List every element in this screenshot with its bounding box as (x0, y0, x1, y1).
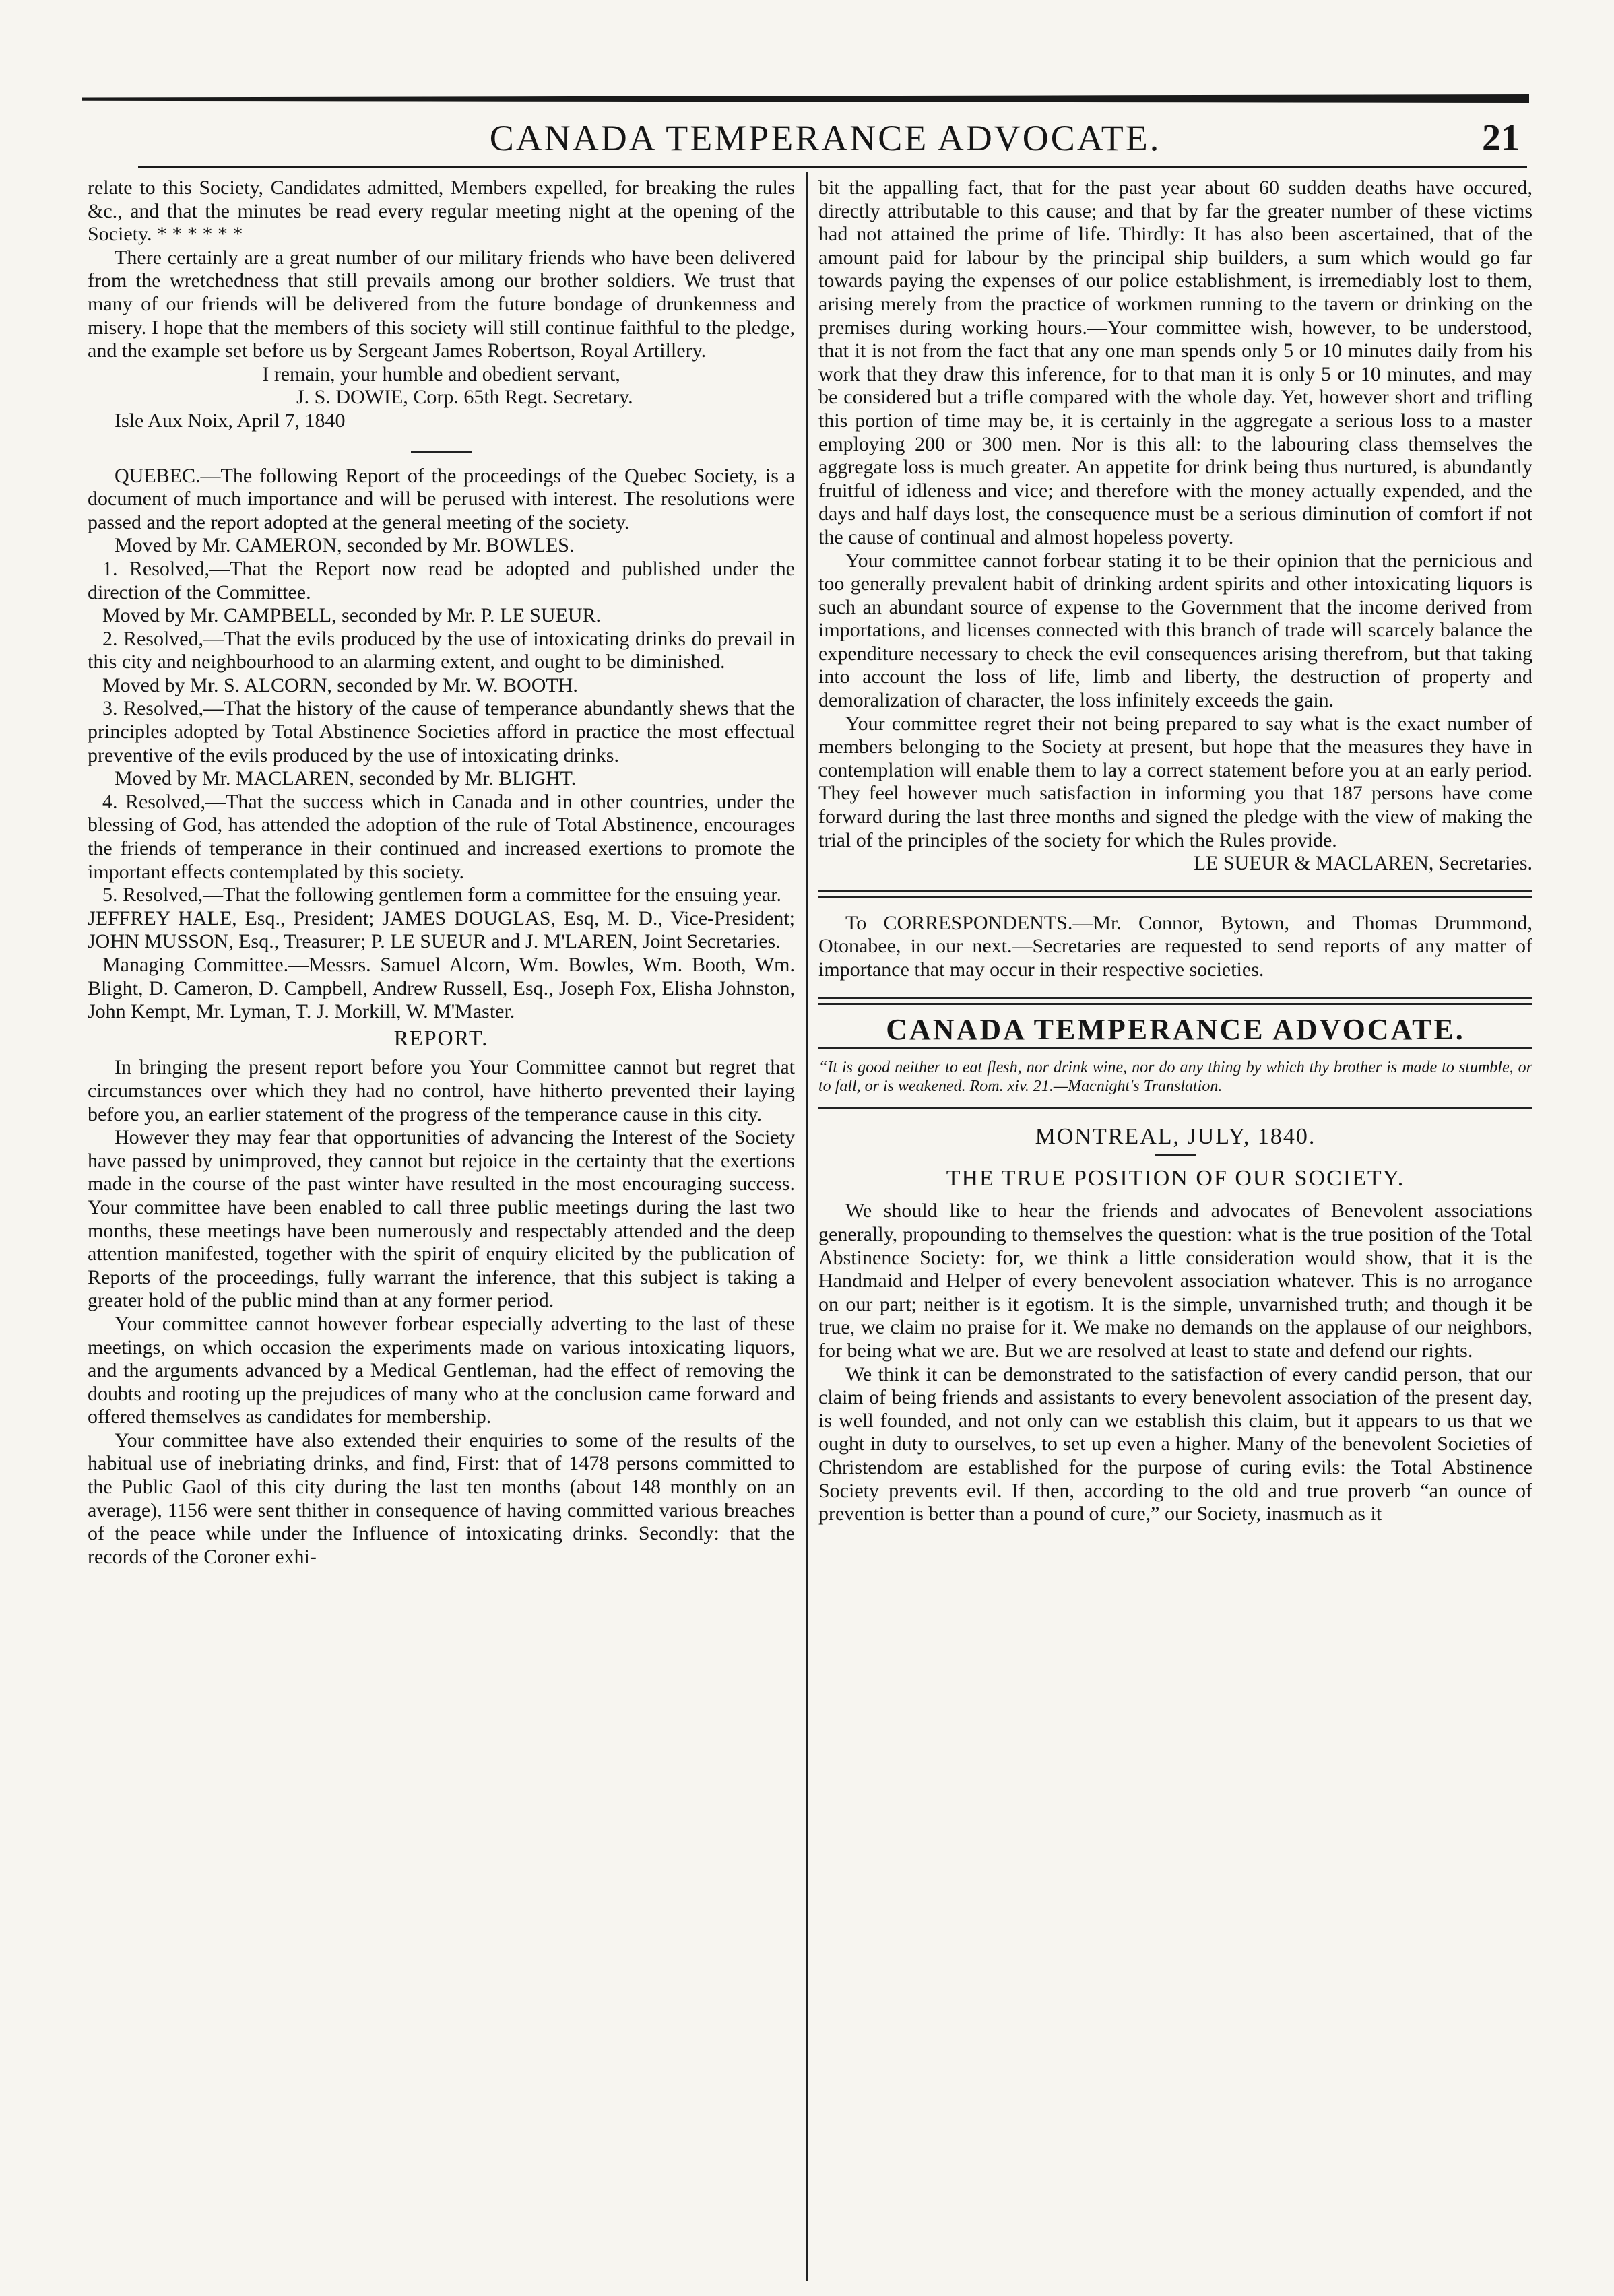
letter-paragraph: There certainly are a great number of our military friends who have been delivered from the wretchedness that still prevails among our brother soldiers. We trust that many of our friends will be delivered from the future bondage of drunkenness and misery. I hope that the members of this society will still continue faithful to the pledge, and the example set before us by Sergeant James Robertson, Royal Artillery. (88, 246, 795, 362)
report-paragraph: bit the appalling fact, that for the past year about 60 sudden deaths have occured, directly attributable to this cause; and that by far the greater number of these victims had not attained the prime of life. Thirdly: It has also been ascertained, that of the amount paid for labour by the principal ship builders, a sum which would go far towards paying the expenses of our police establishment, is irremediably lost to them, arising merely from the practice of workmen running to the tavern or drinking on the premises during working hours.—Your committee wish, however, to be understood, that it is not from the fact that any one man spends only 5 or 10 minutes daily from his work that they draw this inference, for to that man it is only 5 or 10 minutes, and may be considered but a trifle compared with the whole day. Yet, however short and trifling this portion of time may be, it is certainly in the aggregate a serious loss to a master employing 200 or 300 men. Nor is this all: to the labouring class themselves the aggregate loss is much greater. An appetite for drink being thus nurtured, is abundantly fruitful of idleness and vice; and therefore with the money actually expended, and the days and half days lost, the consequence must be a serious diminution of comfort if not the cause of continual and almost hopeless poverty. (818, 176, 1532, 548)
managing-committee: Managing Committee.—Messrs. Samuel Alcorn, Wm. Bowles, Wm. Booth, Wm. Blight, D. Cameron, D. Campbell, Andrew Russell, Esq., Joseph Fox, Elisha Johnston, John Kempt, Mr. Lyman, T. J. Morkill, W. M'Master. (88, 954, 795, 1023)
report-paragraph: Your committee regret their not being prepared to say what is the exact number of members belonging to the Society at present, but hope that the measures they have in contemplation will enable them to lay a correct statement before you at an early period. They feel however much satisfaction in informing you that 187 persons have come forward during the last three months and signed the pledge with the view of making the trial of the principles of the society for which the Rules provide. (818, 712, 1532, 851)
secretaries-signature: LE SUEUR & MACLAREN, Secretaries. (1193, 852, 1532, 875)
left-column (88, 176, 795, 1569)
section-double-rule (818, 890, 1532, 898)
masthead: CANADA TEMPERANCE ADVOCATE. (886, 1012, 1465, 1046)
section-rule (411, 451, 472, 453)
officers-list: JEFFREY HALE, Esq., President; JAMES DOUGLAS, Esq, M. D., Vice-President; JOHN MUSSON, Esq., Treasurer; P. LE SUEUR and J. M'LAREN, Joint Secretaries. (88, 907, 795, 953)
resolution: 5. Resolved,—That the following gentlemen form a committee for the ensuing year. (102, 884, 782, 907)
letter-closing: I remain, your humble and obedient servant, (262, 362, 620, 385)
letter-signature: J. S. DOWIE, Corp. 65th Regt. Secretary. (296, 386, 633, 409)
top-rule (82, 94, 1529, 103)
motion-line: Moved by Mr. CAMERON, seconded by Mr. BOWLES. (115, 534, 575, 557)
letter-place-date: Isle Aux Noix, April 7, 1840 (115, 409, 346, 432)
resolution: 2. Resolved,—That the evils produced by the use of intoxicating drinks do prevail in this city and neighbourhood to an alarming extent, and ought to be diminished. (88, 627, 795, 674)
correspondents-notice: To CORRESPONDENTS.—Mr. Connor, Bytown, and Thomas Drummond, Otonabee, in our next.—Secretaries are requested to send reports of any matter of importance that may occur in their respective societies. (818, 911, 1532, 981)
running-header-title: CANADA TEMPERANCE ADVOCATE. (489, 118, 1161, 158)
report-paragraph: In bringing the present report before you Your Committee cannot but regret that circumstances over which they had no control, have hitherto prevented their laying before you, an earlier statement of the progress of the temperance cause in this city. (88, 1056, 795, 1125)
dateline: MONTREAL, JULY, 1840. (1035, 1124, 1316, 1150)
report-paragraph: Your committee cannot forbear stating it to be their opinion that the pernicious and too generally prevalent habit of drinking ardent spirits and other intoxicating liquors is such an abundant source of expense to the Government that the income derived from importations, and licenses connected with this branch of trade will scarcely balance the expenditure necessary to check the evil consequences arising therefrom, but that taking into account the loss of life, limb and liberty, the destruction of property and demoralization of character, the loss infinitely exceeds the gain. (818, 549, 1532, 712)
page-number: 21 (1482, 117, 1520, 159)
right-column (818, 176, 1532, 1526)
article-paragraph: We should like to hear the friends and advocates of Benevolent associations generally, propounding to themselves the question: what is the true position of the Total Abstinence Society: for, we think a little consideration would show, that it is the Handmaid and Helper of every benevolent association whatever. This is no arrogance on our part; neither is it egotism. It is the simple, unvarnished truth; and though it be true, we claim no praise for it. We make no demands on the applause of our neighbors, for being what we are. But we are resolved at least to state and defend our rights. (818, 1200, 1532, 1362)
masthead-top-rule (818, 997, 1532, 1005)
column-divider (806, 172, 808, 2281)
motion-line: Moved by Mr. S. ALCORN, seconded by Mr. W. BOOTH. (102, 674, 578, 696)
motion-line: Moved by Mr. MACLAREN, seconded by Mr. BLIGHT. (115, 767, 577, 790)
motion-line: Moved by Mr. CAMPBELL, seconded by Mr. P. LE SUEUR. (102, 604, 602, 627)
resolution: 1. Resolved,—That the Report now read be adopted and published under the direction of the Committee. (88, 557, 795, 603)
dateline-rule (1155, 1154, 1196, 1156)
quebec-intro: QUEBEC.—The following Report of the proceedings of the Quebec Society, is a document of much importance and will be perused with interest. The resolutions were passed and the report adopted at the general meeting of the society. (88, 464, 795, 533)
report-paragraph: However they may fear that opportunities of advancing the Interest of the Society have passed by unimproved, they cannot but rejoice in the certainty that the exertions made in the course of the past winter have resulted in the most encouraging success. Your committee have been enabled to call three public meetings during the last two months, these meetings have been numerously and respectably attended and the deep attention manifested, together with the spirit of enquiry elicited by the publication of Reports of the proceedings, fully warrant the inference, that this subject is taking a greater hold of the public mind than at any former period. (88, 1126, 795, 1312)
motto-rule (818, 1107, 1532, 1109)
resolution: 4. Resolved,—That the success which in Canada and in other countries, under the blessing of God, has attended the adoption of the rule of Total Abstinence, encourages the friends of temperance in their continued and increased exertions to promote the important effects contemplated by this society. (88, 790, 795, 883)
article-title: THE TRUE POSITION OF OUR SOCIETY. (946, 1165, 1405, 1191)
report-paragraph: Your committee cannot however forbear especially adverting to the last of these meetings, on which occasion the experiments made on various intoxicating liquors, and the arguments advanced by a Medical Gentleman, had the effect of removing the doubts and rooting up the prejudices of many who at the conclusion came forward and offered themselves as candidates for membership. (88, 1312, 795, 1429)
motto-quote: “It is good neither to eat flesh, nor drink wine, nor do any thing by which thy brother is made to stumble, or to fall, or is weakened. Rom. xiv. 21.—Macnight's Translation. (818, 1059, 1532, 1096)
resolution: 3. Resolved,—That the history of the cause of temperance abundantly shews that the principles adopted by Total Abstinence Societies afford in practice the most effectual preventive of the evils produced by the use of intoxicating drinks. (88, 697, 795, 766)
header-rule (138, 166, 1527, 168)
masthead-bottom-rule (818, 1047, 1532, 1049)
report-heading: REPORT. (393, 1025, 489, 1050)
report-paragraph: Your committee have also extended their enquiries to some of the results of the habitual use of inebriating drinks, and find, First: that of 1478 persons committed to the Public Gaol of this city during the last ten months (about 148 monthly on an average), 1156 were sent thither in consequence of having committed various breaches of the peace while under the Influence of intoxicating drinks. Secondly: that the records of the Coroner exhi- (88, 1429, 795, 1568)
article-paragraph: We think it can be demonstrated to the satisfaction of every candid person, that our claim of being friends and assistants to every benevolent association of the present day, is well founded, and not only can we establish this claim, but it appears to us that we ought in duty to ourselves, to set up even a higher. Many of the benevolent Societies of Christendom are established for the purpose of curing evils: the Total Abstinence Society prevents evil. If then, according to the old and true proverb “an ounce of prevention is better than a pound of cure,” our Society, inasmuch as it (818, 1363, 1532, 1526)
letter-paragraph: relate to this Society, Candidates admitted, Members expelled, for breaking the rules &c., and that the minutes be read every regular meeting night at the opening of the Society. * * * * * * (88, 176, 795, 246)
